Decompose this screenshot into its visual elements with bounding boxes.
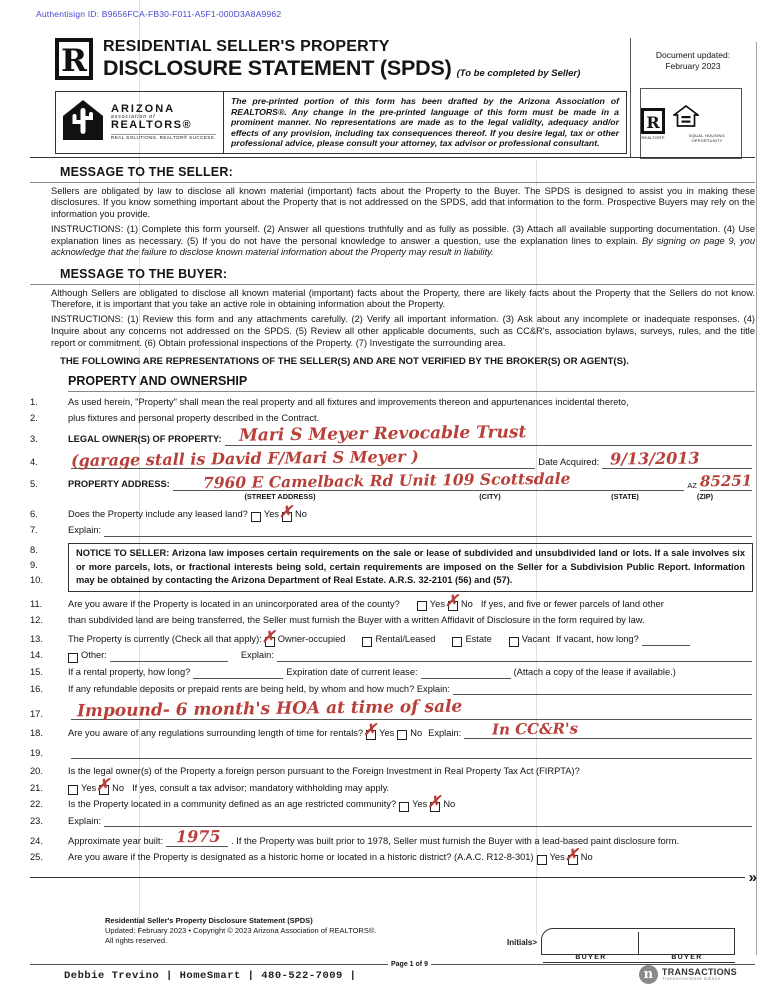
- form-title-line1: RESIDENTIAL SELLER'S PROPERTY: [103, 38, 390, 55]
- age-restricted-yes-checkbox[interactable]: [399, 802, 409, 812]
- line-16-deposits: 16. If any refundable deposits or prepaid rents are being held, by whom and how much? Explain:: [30, 683, 755, 695]
- initials-label: Initials>: [506, 938, 537, 947]
- line-6-leased-land: 6. Does the Property include any leased land? Yes ✗ No: [30, 501, 307, 521]
- deposits-explain-field[interactable]: [453, 683, 752, 695]
- leased-land-yes-checkbox[interactable]: [251, 512, 261, 522]
- form-title-line2: DISCLOSURE STATEMENT (SPDS): [103, 56, 452, 80]
- red-x-mark: ✗: [427, 791, 441, 811]
- message-to-seller-instructions: INSTRUCTIONS: (1) Complete this form yourself. (2) Answer all questions truthfully and as fully as possible. (3) Attach all available supporting documentation. (4) Use explanation lines as necessary. (5) If you do not have the personal knowledge to answer a question, use the explanation lines to explain. By signing on page 9, you acknowledge that the failure to disclose known material information about the Property may result in liability.: [51, 223, 756, 258]
- vacant-checkbox[interactable]: [509, 637, 519, 647]
- line-11-unincorporated: 11. Are you aware if the Property is located in an unincorporated area of the county? Yes ✗ No If yes, and five or fewer parcels of land other: [30, 591, 664, 611]
- address-captions: (STREET ADDRESS) (CITY) (STATE) (ZIP): [244, 491, 714, 501]
- property-address-label: PROPERTY ADDRESS:: [68, 478, 170, 489]
- other-checkbox[interactable]: [68, 653, 78, 663]
- zip-handwriting: 85251: [699, 471, 753, 491]
- line-2: 2. plus fixtures and personal property described in the Contract.: [30, 412, 320, 423]
- other-field[interactable]: [110, 650, 228, 662]
- address-handwriting: 7960 E Camelback Rd Unit 109 Scottsdale: [202, 468, 571, 493]
- explain-23-field[interactable]: [104, 815, 752, 827]
- leased-land-no-checkbox[interactable]: [279, 501, 293, 522]
- header-rule: [30, 157, 755, 158]
- vacant-how-long-field[interactable]: [642, 634, 690, 646]
- year-built-handwriting: 1975: [175, 826, 221, 847]
- ccrs-handwriting: In CC&R's: [492, 719, 579, 739]
- red-x-mark: ✗: [444, 591, 459, 611]
- red-x-mark: ✗: [261, 626, 276, 646]
- message-to-buyer-instructions: INSTRUCTIONS: (1) Review this form and any attachments carefully. (2) Verify all important information. (3) Ask about any incomplete or inadequate responses. (4) Inquire about any concerns not addressed on the SPDS. (5) Review all other applicable documents, such as CC&R's, association bylaws, surveys, rules, and the title report or commitment. (6) Obtain professional inspections of the Property. (7) Investigate the surrounding area.: [51, 314, 755, 348]
- explain-7-field[interactable]: [104, 525, 752, 537]
- line-21-firpta-answer: 21. Yes ✗ No If yes, consult a tax advisor; mandatory withholding may apply.: [30, 775, 390, 795]
- line-23-explain: 23. Explain:: [30, 815, 755, 827]
- unincorporated-yes-checkbox[interactable]: [417, 601, 427, 611]
- equal-housing-caption: EQUAL HOUSING OPPORTUNITY: [689, 132, 725, 143]
- estate-checkbox[interactable]: [452, 637, 462, 647]
- owner-occupied-checkbox[interactable]: [261, 626, 276, 647]
- red-x-mark: ✗: [96, 775, 110, 795]
- arizona-realtors-house-icon: [62, 99, 104, 146]
- line-24-year-built: 24. Approximate year built: 1975 . If the Property was built prior to 1978, Seller must furnish the Buyer with a lead-based paint disclosure form.: [30, 826, 680, 847]
- red-x-mark: ✗: [279, 501, 293, 521]
- line-3-legal-owner: 3. LEGAL OWNER(S) OF PROPERTY: Mari S Meyer Revocable Trust: [30, 434, 755, 446]
- authentisign-id: Authentisign ID: B9656FCA-FB30-F011-A5F1-000D3A8A9962: [36, 9, 282, 19]
- firpta-no-checkbox[interactable]: [96, 775, 110, 795]
- date-acquired-handwriting: 9/13/2013: [610, 447, 700, 469]
- firpta-yes-checkbox[interactable]: [68, 785, 78, 795]
- line-4-date-acquired: 4. (garage stall is David F/Mari S Meyer ) Date Acquired: 9/13/2013: [30, 457, 755, 469]
- transactions-brand: [639, 965, 737, 984]
- message-to-seller-body: Sellers are obligated by law to disclose all known material (important) facts about the Property to the Buyer. The SPDS is designed to assist you in making these disclosures. If you know something important about the Property that is not addressed on the SPDS, add that information to the form. Prospective Buyers may rely on the information you provide.: [51, 185, 755, 220]
- notice-to-seller-box: NOTICE TO SELLER: Arizona law imposes certain requirements on the sale or lease of subdivided and unsubdivided land or lots. If a sale involves six or more parcels, lots, or fractional interests being sold, certain requirements are imposed on the Seller for a Subdivision Public Report. Information may be obtained by contacting the Arizona Department of Real Estate. A.R.S. 32-2101 (56) and (57).: [68, 543, 753, 591]
- date-acquired-field[interactable]: [602, 447, 752, 469]
- line-20-firpta: 20. Is the legal owner(s) of the Property a foreign person pursuant to the Foreign Investment in Real Property Tax Act (FIRPTA)?: [30, 766, 580, 777]
- state-prefilled: AZ: [687, 481, 697, 491]
- historic-no-checkbox[interactable]: [564, 844, 579, 865]
- association-logos-box: [640, 88, 742, 159]
- az-logo-line1: ARIZONA: [111, 102, 176, 115]
- form-title-note: (To be completed by Seller): [456, 68, 581, 79]
- unincorporated-no-checkbox[interactable]: [444, 591, 459, 611]
- line-15-rental: 15. If a rental property, how long? Expiration date of current lease: (Attach a copy of the lease if available.): [30, 667, 676, 678]
- date-acquired-label: Date Acquired:: [538, 456, 600, 467]
- section-end-rule: [30, 868, 755, 886]
- impound-handwriting: Impound- 6 month's HOA at time of sale: [76, 696, 463, 722]
- rentals-yes-checkbox[interactable]: [363, 720, 377, 740]
- lease-expiration-field[interactable]: [421, 667, 511, 679]
- preprinted-disclaimer-box: [55, 91, 627, 154]
- rental-leased-checkbox[interactable]: [362, 637, 372, 647]
- line-19-blank: 19.: [30, 747, 755, 759]
- form-body: [30, 162, 755, 884]
- arizona-realtors-logo: [56, 92, 224, 153]
- seller-instructions-italic: By signing on page 9, you acknowledge that the failure to disclose known material information about the Property may result in liability.: [51, 235, 756, 258]
- initials-box[interactable]: [541, 928, 735, 955]
- transactions-brand-subtitle: TransactionDesk Edition: [661, 977, 721, 982]
- explain-19-field[interactable]: [71, 747, 752, 759]
- line-22-age-restricted: 22. Is the Property located in a community defined as an age restricted community? Yes ✗ No: [30, 791, 456, 811]
- representations-note: THE FOLLOWING ARE REPRESENTATIONS OF THE SELLER(S) AND ARE NOT VERIFIED BY THE BROKER(S) OR AGENT(S).: [60, 356, 629, 368]
- age-restricted-no-checkbox[interactable]: [427, 791, 441, 812]
- historic-yes-checkbox[interactable]: [537, 855, 547, 865]
- line-1: 1. As used herein, "Property" shall mean the real property and all fixtures and improvements thereon and appurtenances incidental thereto,: [30, 396, 629, 407]
- realtor-logo-caption: REALTOR®: [641, 134, 665, 140]
- transactions-brand-name: TRANSACTIONS: [661, 967, 737, 977]
- header-divider: [630, 38, 631, 157]
- page-edge-line: [756, 42, 757, 955]
- line-14-other: 14. Other: Explain:: [30, 650, 755, 662]
- az-logo-line2: association of: [111, 114, 156, 121]
- transactions-logo-icon: n: [639, 965, 658, 984]
- lines-8-10-notice: 8. 9. 10. NOTICE TO SELLER: Arizona law imposes certain requirements on the sale or lease of subdivided and unsubdivided land or lots. If a sale involves six or more parcels, lots, or fractional interests being sold, certain requirements are imposed on the Seller for a Subdivision Public Report. Information may be obtained by contacting the Arizona Department of Real Estate. A.R.S. 32-2101 (56) and (57).: [30, 543, 755, 591]
- owner-continuation-handwriting: (garage stall is David F/Mari S Meyer ): [70, 446, 419, 470]
- realtor-r-logo-icon: R: [55, 38, 93, 80]
- equal-housing-icon: [673, 105, 741, 132]
- explain-14-field[interactable]: [277, 650, 752, 662]
- rentals-no-checkbox[interactable]: [397, 730, 407, 740]
- line-5-property-address: 5. PROPERTY ADDRESS: 7960 E Camelback Rd Unit 109 Scottsdale AZ 85251: [30, 468, 753, 493]
- realtor-logo-icon: R: [641, 108, 665, 134]
- document-updated: Document updated: February 2023: [655, 50, 731, 72]
- zip-field[interactable]: [699, 471, 753, 491]
- page-number: Page 1 of 9: [388, 961, 431, 968]
- red-x-mark: ✗: [363, 720, 377, 740]
- footer-copyright: Residential Seller's Property Disclosure Statement (SPDS) Updated: February 2023 • Copyright © 2023 Arizona Association of REALTORS®. All rights reserved.: [105, 916, 377, 946]
- az-logo-tagline: REAL SOLUTIONS. REALTOR® SUCCESS.: [111, 135, 216, 141]
- red-x-mark: ✗: [564, 844, 579, 864]
- message-to-buyer-body: Although Sellers are obligated to disclose all known material (important) facts about the Property, there are likely facts about the Property that the Sellers do not know. Therefore, it is important that you take an active role in obtaining information about the Property.: [51, 287, 755, 310]
- form-header: [55, 38, 755, 154]
- rental-how-long-field[interactable]: [193, 667, 283, 679]
- agent-info-line: Debbie Trevino | HomeSmart | 480-522-7009 |: [64, 970, 357, 982]
- continue-arrows: »: [748, 868, 755, 886]
- year-built-field[interactable]: [166, 826, 228, 847]
- message-to-buyer-heading: MESSAGE TO THE BUYER:: [30, 267, 755, 285]
- message-to-seller-heading: MESSAGE TO THE SELLER:: [30, 165, 755, 183]
- page-footer: [30, 912, 755, 997]
- legal-owner-handwriting: Mari S Meyer Revocable Trust: [238, 422, 527, 447]
- line-13-currently: 13. The Property is currently (Check all that apply): ✗ Owner-occupied Rental/Leased Estate Vacant If vacant, how long?: [30, 634, 755, 646]
- disclaimer-text: The pre-printed portion of this form has been drafted by the Arizona Association of REALTORS®. Any change in the pre-printed language of this form must be made in a prominent manner. No representations are made as to the legal validity, adequacy and/or effects of any provision, including tax consequences thereof. If you desire legal, tax or other professional advice, please consult your attorney, tax advisor or professional consultant.: [231, 96, 619, 149]
- line-17-continuation: 17. Impound- 6 month's HOA at time of sale: [30, 708, 755, 720]
- property-ownership-heading: PROPERTY AND OWNERSHIP: [68, 374, 755, 392]
- rentals-explain-field[interactable]: [464, 719, 752, 739]
- az-logo-line3: REALTORS®: [111, 119, 193, 132]
- line-7-explain: 7. Explain:: [30, 525, 755, 537]
- line-18-rentals-regulations: 18. Are you aware of any regulations surrounding length of time for rentals? ✗ Yes No Explain: In CC&R's: [30, 727, 755, 739]
- legal-owner-label: LEGAL OWNER(S) OF PROPERTY:: [68, 433, 222, 444]
- line-12-continuation: 12. than subdivided land are being transferred, the Seller must furnish the Buyer with a written Affidavit of Disclosure in the form required by law.: [30, 614, 645, 625]
- buyer-initials-captions: BUYER BUYER: [543, 954, 735, 963]
- line-25-historic: 25. Are you aware if the Property is designated as a historic home or located in a historic district? (A.A.C. R12-8-301) Yes ✗ No: [30, 844, 593, 864]
